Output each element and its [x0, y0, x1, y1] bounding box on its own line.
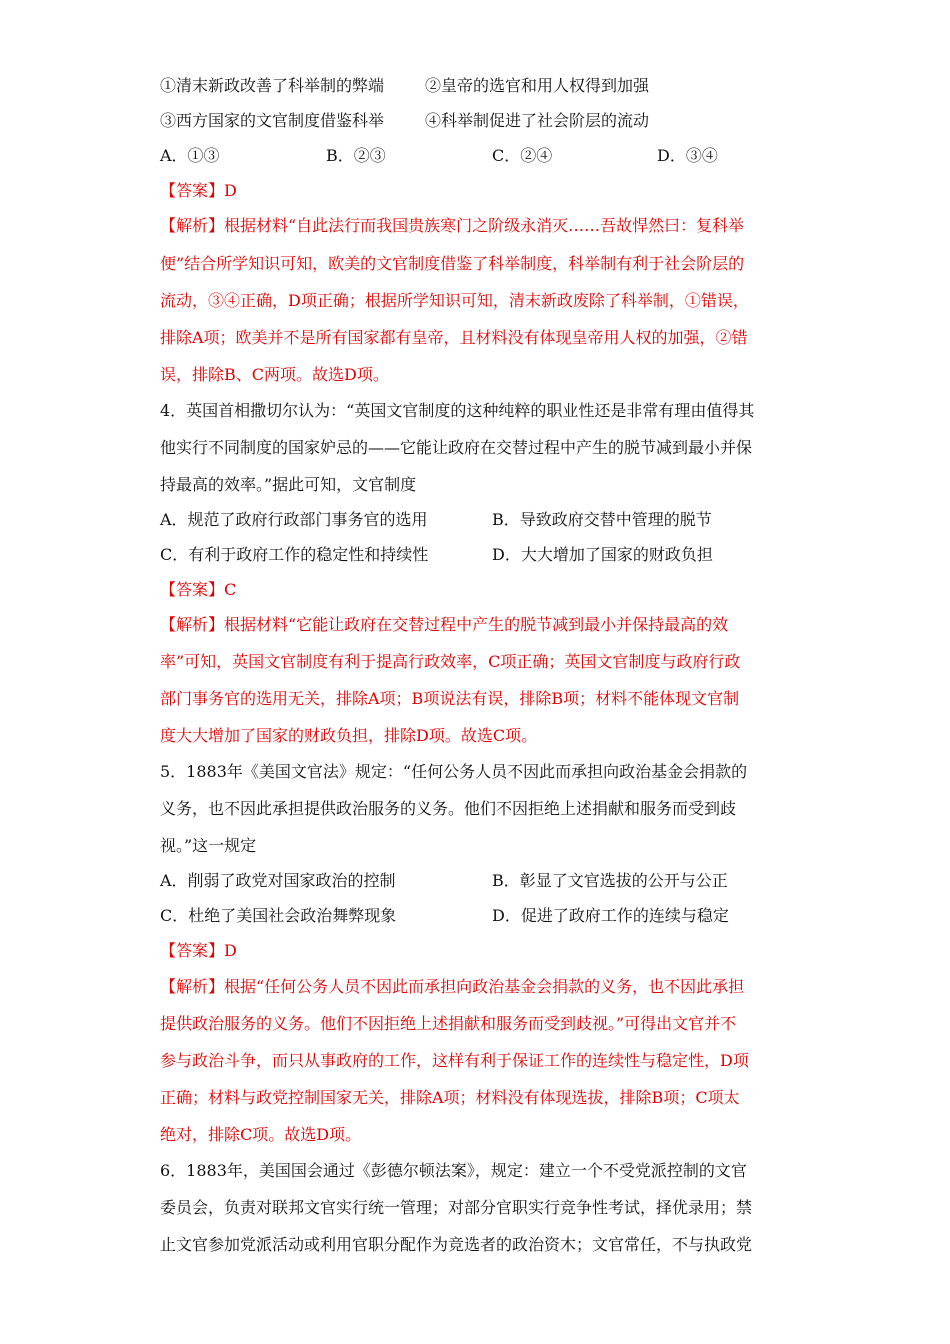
q3-option-a: A．①③ [160, 146, 220, 165]
q5-option-c: C．杜绝了美国社会政治舞弊现象 [160, 906, 397, 925]
q6-stem-line: 委员会，负责对联邦文官实行统一管理；对部分官职实行竞争性考试，择优录用；禁 [160, 1198, 753, 1217]
q4-analysis-line: 【解析】根据材料“它能让政府在交替过程中产生的脱节减到最小并保持最高的效 [160, 615, 729, 634]
q4-stem-line: 4．英国首相撒切尔认为：“英国文官制度的这种纯粹的职业性还是非常有理由值得其 [160, 401, 755, 420]
q4-analysis-line: 部门事务官的选用无关，排除A项；B项说法有误，排除B项；材料不能体现文官制 [160, 689, 740, 708]
q3-statement-2: ②皇帝的选官和用人权得到加强 [425, 76, 650, 95]
q3-option-b: B．②③ [326, 146, 386, 165]
q3-analysis-line: 流动，③④正确，D项正确；根据所学知识可知，清末新政废除了科举制，①错误， [160, 291, 749, 310]
q3-option-c: C．②④ [492, 146, 553, 165]
q4-option-d: D．大大增加了国家的财政负担 [492, 545, 713, 564]
q4-stem-line: 他实行不同制度的国家妒忌的——它能让政府在交替过程中产生的脱节减到最小并保 [160, 438, 753, 457]
q6-stem-line: 止文官参加党派活动或利用官职分配作为竞选者的政治资木；文官常任，不与执政党 [160, 1235, 753, 1254]
q3-answer: 【答案】D [160, 181, 237, 200]
q5-option-a: A．削弱了政党对国家政治的控制 [160, 871, 396, 890]
q3-analysis-line: 排除A项；欧美并不是所有国家都有皇帝，且材料没有体现皇帝用人权的加强，②错 [160, 328, 748, 347]
q5-stem-line: 5．1883年《美国文官法》规定：“任何公务人员不因此而承担向政治基金会捐款的 [160, 762, 748, 781]
q4-option-b: B．导致政府交替中管理的脱节 [492, 510, 712, 529]
q5-stem-line: 视。”这一规定 [160, 836, 257, 855]
q3-analysis-line: 【解析】根据材料“自此法行而我国贵族寒门之阶级永消灭……吾故悍然曰：复科举 [160, 216, 745, 235]
q3-option-d: D．③④ [657, 146, 718, 165]
q5-analysis-line: 正确；材料与政党控制国家无关，排除A项；材料没有体现选拔，排除B项；C项太 [160, 1088, 740, 1107]
q3-statement-4: ④科举制促进了社会阶层的流动 [425, 111, 650, 130]
q5-option-d: D．促进了政府工作的连续与稳定 [492, 906, 729, 925]
q3-statement-3: ③西方国家的文官制度借鉴科举 [160, 111, 385, 130]
q4-option-c: C．有利于政府工作的稳定性和持续性 [160, 545, 429, 564]
q5-analysis-line: 【解析】根据“任何公务人员不因此而承担向政治基金会捐款的义务，也不因此承担 [160, 977, 745, 996]
q5-stem-line: 义务，也不因此承担提供政治服务的义务。他们不因拒绝上述捐献和服务而受到歧 [160, 799, 737, 818]
q3-statement-1: ①清末新政改善了科举制的弊端 [160, 76, 385, 95]
q4-analysis-line: 度大大增加了国家的财政负担，排除D项。故选C项。 [160, 726, 538, 745]
q4-analysis-line: 率”可知，英国文官制度有利于提高行政效率，C项正确；英国文官制度与政府行政 [160, 652, 741, 671]
q3-analysis-line: 误，排除B、C两项。故选D项。 [160, 365, 389, 384]
q6-stem-line: 6．1883年，美国国会通过《彭德尔顿法案》，规定：建立一个不受党派控制的文官 [160, 1161, 747, 1180]
q4-stem-line: 持最高的效率。”据此可知，文官制度 [160, 475, 417, 494]
q5-option-b: B．彰显了文官选拔的公开与公正 [492, 871, 728, 890]
q5-analysis-line: 提供政治服务的义务。他们不因拒绝上述捐献和服务而受到歧视。”可得出文官并不 [160, 1014, 737, 1033]
q5-analysis-line: 绝对，排除C项。故选D项。 [160, 1125, 362, 1144]
q5-answer: 【答案】D [160, 941, 237, 960]
q4-answer: 【答案】C [160, 580, 237, 599]
q3-analysis-line: 便”结合所学知识可知，欧美的文官制度借鉴了科举制度，科举制有利于社会阶层的 [160, 254, 745, 273]
q4-option-a: A．规范了政府行政部门事务官的选用 [160, 510, 428, 529]
q5-analysis-line: 参与政治斗争，而只从事政府的工作，这样有利于保证工作的连续性与稳定性，D项 [160, 1051, 749, 1070]
